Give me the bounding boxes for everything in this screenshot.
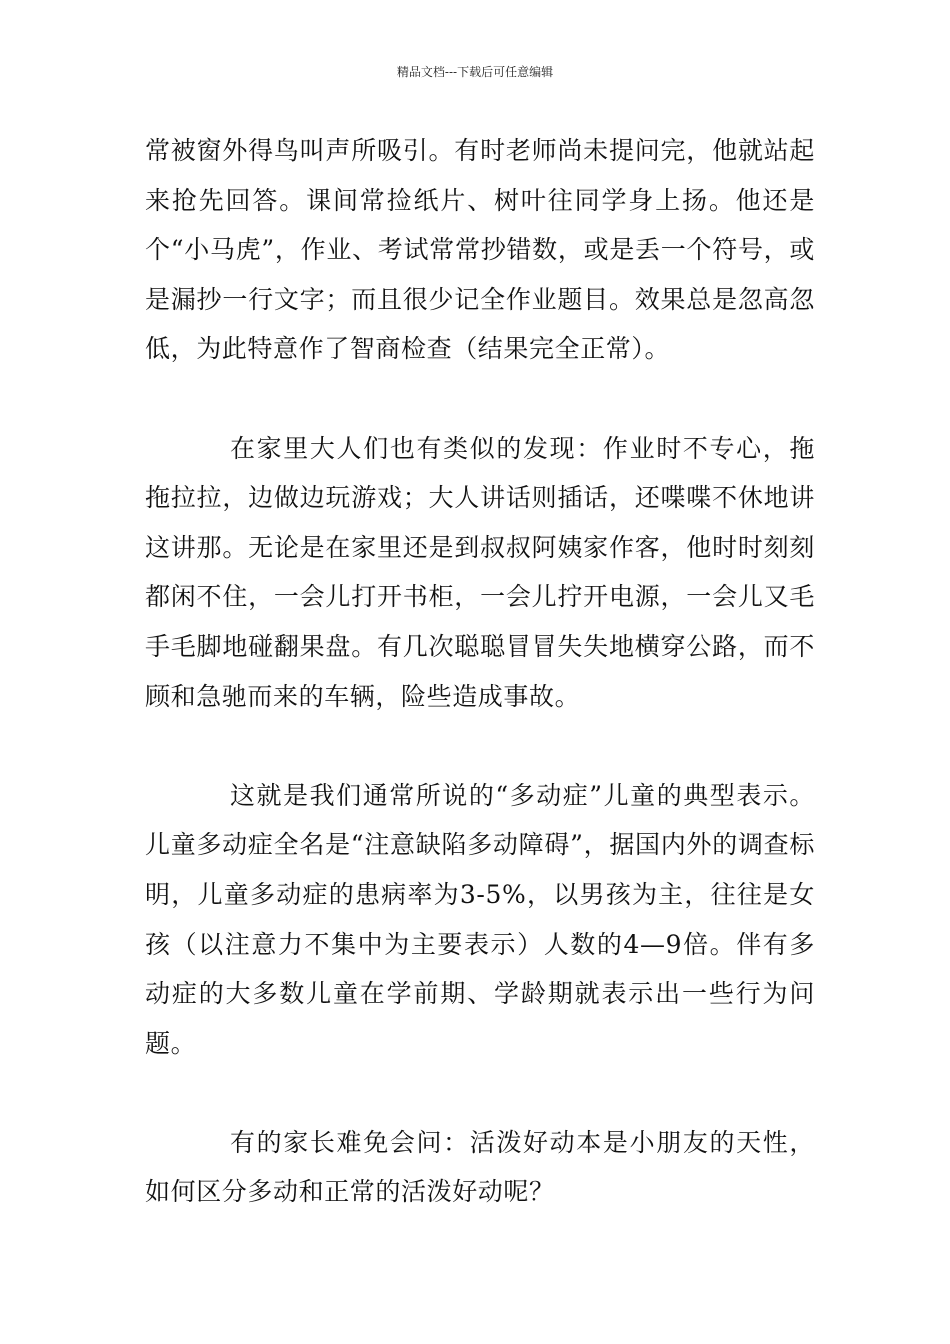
- page-header: 精品文档---下载后可任意编辑: [396, 65, 554, 79]
- paragraph: 在家里大人们也有类似的发现：作业时不专心，拖拖拉拉，边做边玩游戏；大人讲话则插话，还喋喋不休地讲这讲那。无论是在家里还是到叔叔阿姨家作客，他时时刻刻都闲不住，一会儿打开书柜，一会儿拧开电源，一会儿又毛手毛脚地碰翻果盘。有几次聪聪冒冒失失地横穿公路，而不顾和急驰而来的车辆，险些造成事故。: [145, 433, 815, 711]
- paragraph: 常被窗外得鸟叫声所吸引。有时老师尚未提问完，他就站起来抢先回答。课间常捡纸片、树叶往同学身上扬。他还是个“小马虎”，作业、考试常常抄错数，或是丢一个符号，或是漏抄一行文字；而且很少记全作业题目。效果总是忽高忽低，为此特意作了智商检查（结果完全正常）。: [145, 136, 815, 364]
- paragraph: 有的家长难免会问：活泼好动本是小朋友的天性，如何区分多动和正常的活泼好动呢？: [145, 1127, 815, 1207]
- document-body: [145, 126, 815, 1217]
- paragraph: 这就是我们通常所说的“多动症”儿童的典型表示。儿童多动症全名是“注意缺陷多动障碍”，据国内外的调查标明，儿童多动症的患病率为3-5%，以男孩为主，往往是女孩（以注意力不集中为主要表示）人数的4—9倍。伴有多动症的大多数儿童在学前期、学龄期就表示出一些行为问题。: [145, 780, 815, 1058]
